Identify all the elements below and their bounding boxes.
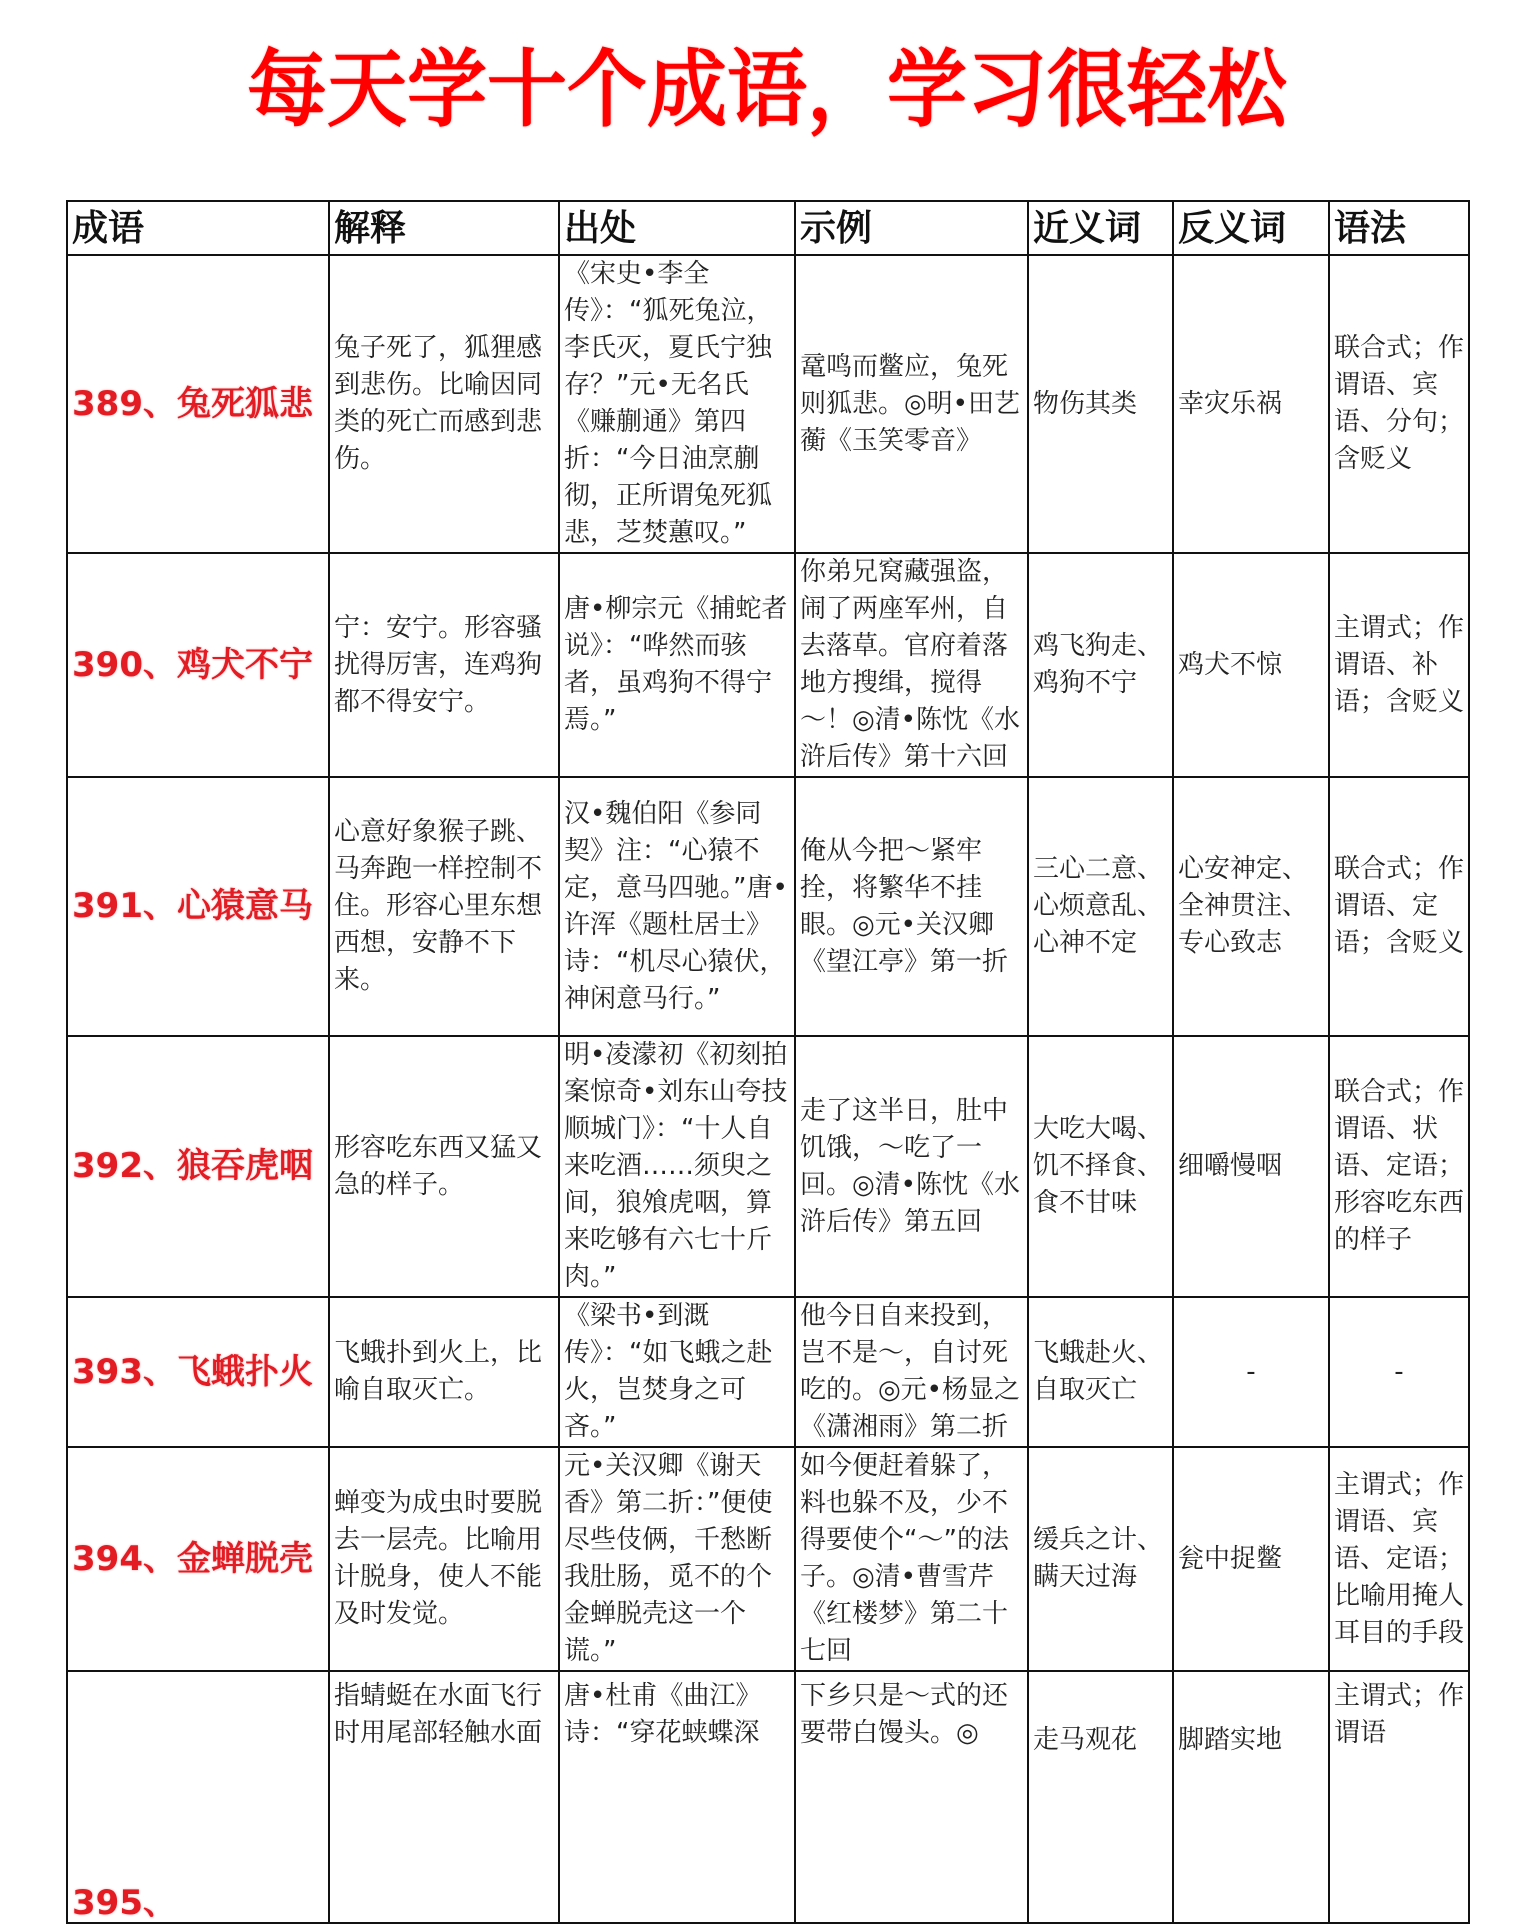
table-row bbox=[67, 777, 1469, 1036]
meaning-cell: 指蜻蜓在水面飞行时用尾部轻触水面 bbox=[329, 1671, 559, 1923]
header-grammar: 语法 bbox=[1329, 201, 1469, 255]
example-cell: 鼋鸣而鳖应，兔死则狐悲。◎明•田艺蘅《玉笑零音》 bbox=[795, 255, 1028, 553]
example-cell: 下乡只是～式的还要带白馒头。◎ bbox=[795, 1671, 1028, 1923]
synonyms-cell: 走马观花 bbox=[1028, 1671, 1173, 1923]
grammar-cell: 联合式；作谓语、宾语、分句；含贬义 bbox=[1329, 255, 1469, 553]
antonyms-cell: 幸灾乐祸 bbox=[1173, 255, 1329, 553]
antonyms-cell: 瓮中捉鳖 bbox=[1173, 1447, 1329, 1671]
source-cell: 唐•杜甫《曲江》诗：“穿花蛱蝶深 bbox=[559, 1671, 795, 1923]
antonyms-cell: 鸡犬不惊 bbox=[1173, 553, 1329, 777]
header-antonyms: 反义词 bbox=[1173, 201, 1329, 255]
synonyms-cell: 物伤其类 bbox=[1028, 255, 1173, 553]
table-header-row bbox=[67, 201, 1469, 255]
idiom-cell: 395、 bbox=[67, 1671, 329, 1923]
idiom-cell: 389、兔死狐悲 bbox=[67, 255, 329, 553]
synonyms-cell: 缓兵之计、瞒天过海 bbox=[1028, 1447, 1173, 1671]
grammar-cell: 联合式；作谓语、状语、定语；形容吃东西的样子 bbox=[1329, 1036, 1469, 1297]
synonyms-cell: 大吃大喝、饥不择食、食不甘味 bbox=[1028, 1036, 1173, 1297]
table-row bbox=[67, 1447, 1469, 1671]
grammar-cell: 主谓式；作谓语 bbox=[1329, 1671, 1469, 1923]
table-row bbox=[67, 1671, 1469, 1923]
table-row bbox=[67, 1297, 1469, 1447]
source-cell: 明•凌濛初《初刻拍案惊奇•刘东山夸技顺城门》：“十人自来吃酒……须臾之间，狼飧虎咽，算来吃够有六七十斤肉。” bbox=[559, 1036, 795, 1297]
idiom-cell: 394、金蝉脱壳 bbox=[67, 1447, 329, 1671]
antonyms-cell: 心安神定、全神贯注、专心致志 bbox=[1173, 777, 1329, 1036]
source-cell: 《宋史•李全传》：“狐死兔泣，李氏灭，夏氏宁独存？”元•无名氏《赚蒯通》第四折：“今日油烹蒯彻，正所谓兔死狐悲，芝焚蕙叹。” bbox=[559, 255, 795, 553]
idiom-cell: 393、飞蛾扑火 bbox=[67, 1297, 329, 1447]
example-cell: 他今日自来投到，岂不是～，自讨死吃的。◎元•杨显之《潇湘雨》第二折 bbox=[795, 1297, 1028, 1447]
grammar-cell: 主谓式；作谓语、补语；含贬义 bbox=[1329, 553, 1469, 777]
source-cell: 唐•柳宗元《捕蛇者说》：“哗然而骇者，虽鸡狗不得宁焉。” bbox=[559, 553, 795, 777]
synonyms-cell: 三心二意、心烦意乱、心神不定 bbox=[1028, 777, 1173, 1036]
idiom-cell: 390、鸡犬不宁 bbox=[67, 553, 329, 777]
meaning-cell: 兔子死了，狐狸感到悲伤。比喻因同类的死亡而感到悲伤。 bbox=[329, 255, 559, 553]
idiom-cell: 392、狼吞虎咽 bbox=[67, 1036, 329, 1297]
synonyms-cell: 飞蛾赴火、自取灭亡 bbox=[1028, 1297, 1173, 1447]
meaning-cell: 飞蛾扑到火上，比喻自取灭亡。 bbox=[329, 1297, 559, 1447]
table-row bbox=[67, 255, 1469, 553]
idiom-cell: 391、心猿意马 bbox=[67, 777, 329, 1036]
grammar-cell: 主谓式；作谓语、宾语、定语；比喻用掩人耳目的手段 bbox=[1329, 1447, 1469, 1671]
example-cell: 俺从今把～紧牢拴，将繁华不挂眼。◎元•关汉卿《望江亭》第一折 bbox=[795, 777, 1028, 1036]
source-cell: 元•关汉卿《谢天香》第二折：”便使尽些伎俩，千愁断我肚肠，觅不的个金蝉脱壳这一个谎。” bbox=[559, 1447, 795, 1671]
meaning-cell: 宁：安宁。形容骚扰得厉害，连鸡狗都不得安宁。 bbox=[329, 553, 559, 777]
source-cell: 汉•魏伯阳《参同契》注：“心猿不定，意马四驰。”唐•许浑《题杜居士》诗：“机尽心猿伏，神闲意马行。” bbox=[559, 777, 795, 1036]
header-synonyms: 近义词 bbox=[1028, 201, 1173, 255]
table-row bbox=[67, 1036, 1469, 1297]
antonyms-cell: 脚踏实地 bbox=[1173, 1671, 1329, 1923]
synonyms-cell: 鸡飞狗走、鸡狗不宁 bbox=[1028, 553, 1173, 777]
header-example: 示例 bbox=[795, 201, 1028, 255]
example-cell: 你弟兄窝藏强盗，闹了两座军州，自去落草。官府着落地方搜缉，搅得～！◎清•陈忱《水浒后传》第十六回 bbox=[795, 553, 1028, 777]
grammar-cell: - bbox=[1329, 1297, 1469, 1447]
idiom-table bbox=[66, 200, 1470, 1924]
meaning-cell: 蝉变为成虫时要脱去一层壳。比喻用计脱身，使人不能及时发觉。 bbox=[329, 1447, 559, 1671]
antonyms-cell: - bbox=[1173, 1297, 1329, 1447]
header-source: 出处 bbox=[559, 201, 795, 255]
antonyms-cell: 细嚼慢咽 bbox=[1173, 1036, 1329, 1297]
source-cell: 《梁书•到溉传》：“如飞蛾之赴火，岂焚身之可吝。” bbox=[559, 1297, 795, 1447]
meaning-cell: 心意好象猴子跳、马奔跑一样控制不住。形容心里东想西想，安静不下来。 bbox=[329, 777, 559, 1036]
grammar-cell: 联合式；作谓语、定语；含贬义 bbox=[1329, 777, 1469, 1036]
example-cell: 走了这半日，肚中饥饿，～吃了一回。◎清•陈忱《水浒后传》第五回 bbox=[795, 1036, 1028, 1297]
page-title: 每天学十个成语，学习很轻松 bbox=[247, 40, 1287, 139]
meaning-cell: 形容吃东西又猛又急的样子。 bbox=[329, 1036, 559, 1297]
example-cell: 如今便赶着躲了，料也躲不及，少不得要使个“～”的法子。◎清•曹雪芹《红楼梦》第二十七回 bbox=[795, 1447, 1028, 1671]
table-row bbox=[67, 553, 1469, 777]
header-idiom: 成语 bbox=[67, 201, 329, 255]
header-meaning: 解释 bbox=[329, 201, 559, 255]
